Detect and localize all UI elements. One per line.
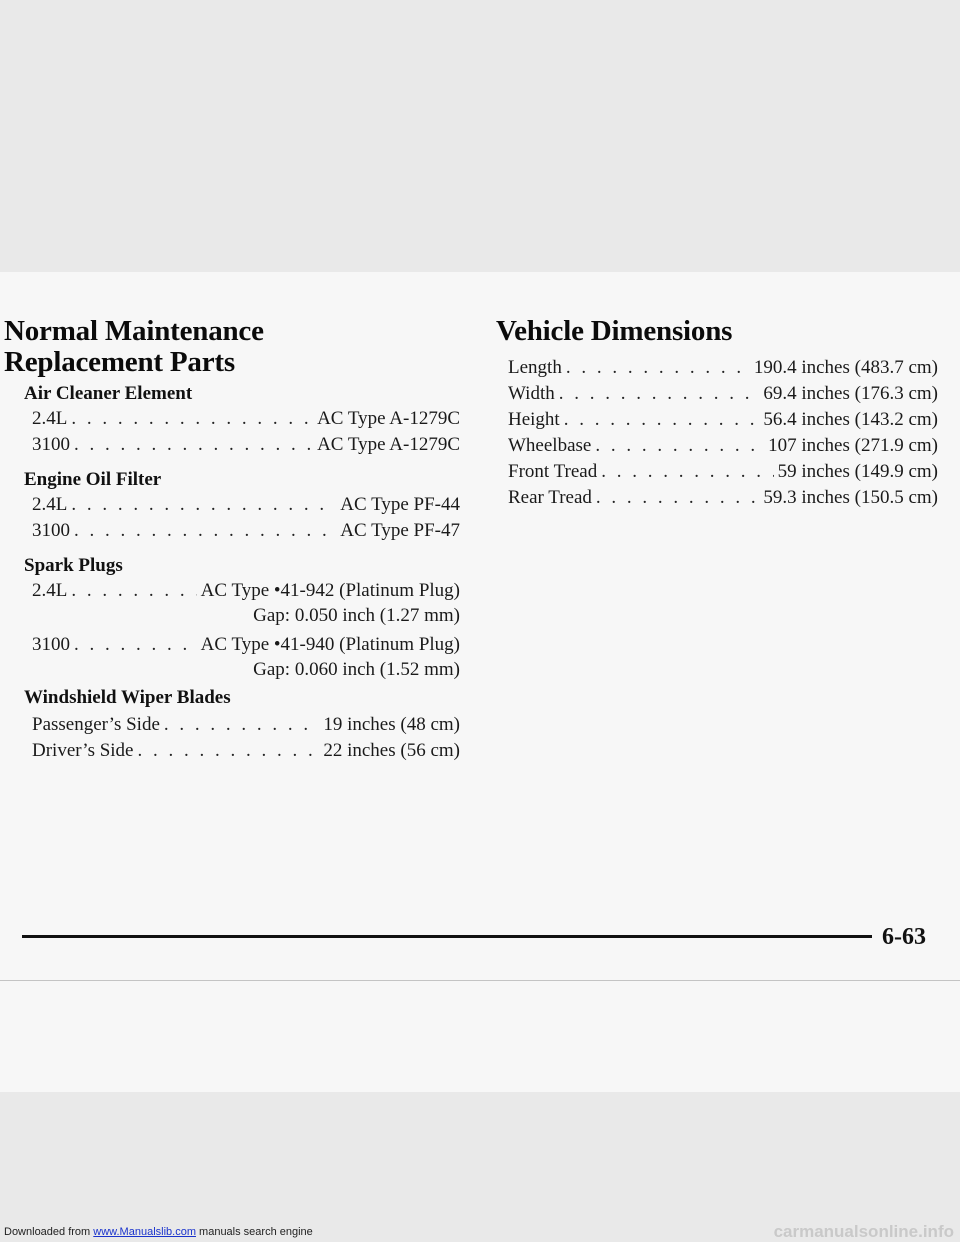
dimension-value: 59 inches (149.9 cm) [777,461,938,482]
dimension-label: Width [508,383,555,404]
spec-label: 2.4L [32,580,68,601]
spec-value: AC Type PF-47 [340,520,460,541]
heading-line-2: Replacement Parts [4,346,235,378]
spec-value: AC Type A-1279C [317,434,460,455]
section-spark-plugs-title: Spark Plugs [24,555,123,576]
footer-thin-rule [0,980,960,981]
dot-leader [71,492,336,518]
manual-page [0,272,960,1092]
dimension-row [508,355,938,381]
dimension-row [508,459,938,485]
spec-value: 19 inches (48 cm) [323,714,460,735]
dimension-value: 56.4 inches (143.2 cm) [763,409,938,430]
spec-label: Passenger’s Side [32,714,160,735]
dimension-label: Front Tread [508,461,598,482]
dimension-label: Height [508,409,560,430]
dimension-label: Rear Tread [508,487,592,508]
vehicle-dimensions-column [496,316,940,511]
heading-line-1: Normal Maintenance [4,315,264,347]
dimension-label: Wheelbase [508,435,592,456]
spec-row [32,492,460,518]
dot-leader [74,432,313,458]
dot-leader [164,712,319,738]
spec-label: 2.4L [32,408,68,429]
banner-suffix: manuals search engine [195,1226,313,1238]
banner-prefix: Downloaded from [4,1226,94,1238]
dimension-row [508,381,938,407]
spec-label: 3100 [32,634,70,655]
dimension-row [508,485,938,511]
spec-row [32,578,460,604]
spec-row [32,712,460,738]
dot-leader [71,406,313,432]
manualslib-link[interactable]: www.Manualslib.com [93,1226,196,1238]
dot-leader [138,738,320,764]
dimension-row [508,433,938,459]
spec-label: 3100 [32,520,70,541]
dimension-value: 190.4 inches (483.7 cm) [753,357,938,378]
spec-row [32,632,460,658]
spec-value: AC Type PF-44 [340,494,460,515]
watermark: carmanualsonline.info [773,1222,954,1241]
section-oil-filter-title: Engine Oil Filter [24,469,162,490]
dot-leader [71,578,196,604]
dimension-value: 69.4 inches (176.3 cm) [763,383,938,404]
download-banner [4,1226,313,1238]
spec-gap: Gap: 0.050 inch (1.27 mm) [253,605,460,626]
vehicle-dimensions-heading: Vehicle Dimensions [496,315,733,347]
spec-row [32,738,460,764]
spec-label: Driver’s Side [32,740,134,761]
spec-value: AC Type A-1279C [317,408,460,429]
dot-leader [601,459,773,485]
spec-row [32,518,460,544]
replacement-parts-heading [4,316,464,378]
spec-gap: Gap: 0.060 inch (1.52 mm) [253,659,460,680]
dimension-label: Length [508,357,562,378]
spec-value: AC Type •41-942 (Platinum Plug) [200,580,460,601]
dot-leader [595,433,764,459]
dimension-value: 59.3 inches (150.5 cm) [763,487,938,508]
dot-leader [74,518,336,544]
spec-row [32,432,460,458]
spec-row [32,406,460,432]
dimension-value: 107 inches (271.9 cm) [768,435,938,456]
section-wiper-blades-title: Windshield Wiper Blades [24,687,231,708]
dot-leader [596,485,759,511]
page-number: 6-63 [882,924,926,950]
dimension-row [508,407,938,433]
spec-label: 3100 [32,434,70,455]
spec-value: AC Type •41-940 (Platinum Plug) [200,634,460,655]
footer-rule [22,935,872,938]
dot-leader [74,632,197,658]
replacement-parts-column [4,316,464,764]
dot-leader [559,381,760,407]
dot-leader [564,407,760,433]
dot-leader [566,355,750,381]
spec-value: 22 inches (56 cm) [323,740,460,761]
section-air-cleaner-title: Air Cleaner Element [24,383,193,404]
spec-label: 2.4L [32,494,68,515]
